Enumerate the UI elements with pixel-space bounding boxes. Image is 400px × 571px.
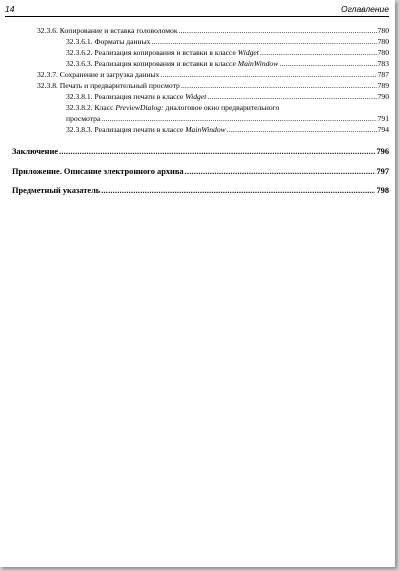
toc-entry-title: Форматы данных [94, 37, 151, 46]
toc-entry-conclusion [12, 147, 389, 157]
toc-class-name: Widget [237, 48, 259, 57]
toc-leader-dots [260, 48, 377, 58]
toc-page-number: 780 [377, 48, 389, 57]
toc-entry-number: 32.3.6.2. [66, 48, 93, 57]
toc-entry-32-3-6-1 [66, 37, 389, 47]
running-header [5, 4, 389, 17]
toc-entry-32-3-8 [37, 81, 389, 91]
toc-page-number: 791 [377, 114, 389, 123]
toc-entry-number: 32.3.6. [37, 26, 58, 35]
toc-entry-number: 32.3.8.2. [66, 103, 93, 112]
toc-entry-32-3-6-2 [66, 48, 389, 58]
toc-entry-number: 32.3.6.3. [66, 59, 93, 68]
toc-class-name: MainWindow [237, 59, 279, 68]
toc-entry-title: диалоговое окно предварительного [165, 103, 280, 112]
toc-entry-32-3-8-1 [66, 92, 389, 102]
toc-page-number: 787 [377, 70, 389, 79]
toc-entry-title: Реализация копирования и вставки в классе [94, 59, 236, 68]
toc-class-name: Widget [185, 92, 207, 101]
toc-class-name: MainWindow [185, 125, 226, 134]
toc-entry-32-3-8-2-line2 [66, 114, 389, 124]
toc-entry-title: Реализация печати в классе [94, 92, 184, 101]
toc-entry-appendix [12, 167, 389, 177]
toc-page-number: 797 [376, 167, 389, 176]
toc-page-number: 783 [377, 59, 389, 68]
toc-entry-32-3-6 [37, 26, 389, 36]
toc-entry-title: Печать и предварительный просмотр [59, 81, 180, 90]
toc-entry-title: Предметный указатель [12, 186, 101, 195]
toc-entry-title: Реализация печати в классе [94, 125, 184, 134]
toc-entry-title: Копирование и вставка головоломок [59, 26, 178, 35]
toc-entry-index [12, 186, 389, 196]
toc-leader-dots [227, 125, 377, 135]
toc-entry-32-3-8-2-line1 [66, 103, 279, 113]
toc-entry-32-3-8-3 [66, 125, 389, 135]
toc-entry-32-3-6-3 [66, 59, 389, 69]
page-number: 14 [5, 4, 15, 14]
toc-page-number: 798 [376, 186, 389, 195]
toc-entry-number: 32.3.7. [37, 70, 58, 79]
toc-entry-number: 32.3.8.1. [66, 92, 93, 101]
toc-page-number: 796 [376, 147, 389, 156]
running-title: Оглавление [340, 4, 389, 14]
toc-page-number: 780 [377, 37, 389, 46]
toc-page-number: 789 [377, 81, 389, 90]
toc-page-number: 794 [377, 125, 389, 134]
toc-leader-dots [59, 147, 375, 157]
toc-leader-dots [185, 167, 376, 177]
toc-entry-title-prefix: Класс [94, 103, 114, 112]
toc-leader-dots [101, 186, 375, 196]
toc-entry-32-3-7 [37, 70, 389, 80]
toc-entry-title: Реализация копирования и вставки в классе [94, 48, 236, 57]
toc-entry-number: 32.3.8. [37, 81, 58, 90]
toc-leader-dots [179, 26, 377, 36]
toc-leader-dots [181, 81, 377, 91]
toc-leader-dots [151, 37, 376, 47]
toc-leader-dots [101, 114, 376, 124]
toc-entry-number: 32.3.8.3. [66, 125, 93, 134]
toc-entry-title: Сохранение и загрузка данных [59, 70, 160, 79]
toc-leader-dots [207, 92, 376, 102]
toc-entry-title: Приложение. Описание электронного архива [12, 167, 184, 176]
toc-entry-title-continued: просмотра [66, 114, 101, 123]
toc-class-name: PreviewDialog: [115, 103, 164, 112]
toc-entry-title: Заключение [12, 147, 59, 156]
toc-entry-number: 32.3.6.1. [66, 37, 93, 46]
toc-page-number: 780 [377, 26, 389, 35]
toc-leader-dots [279, 59, 376, 69]
toc-leader-dots [160, 70, 376, 80]
toc-page-number: 790 [377, 92, 389, 101]
